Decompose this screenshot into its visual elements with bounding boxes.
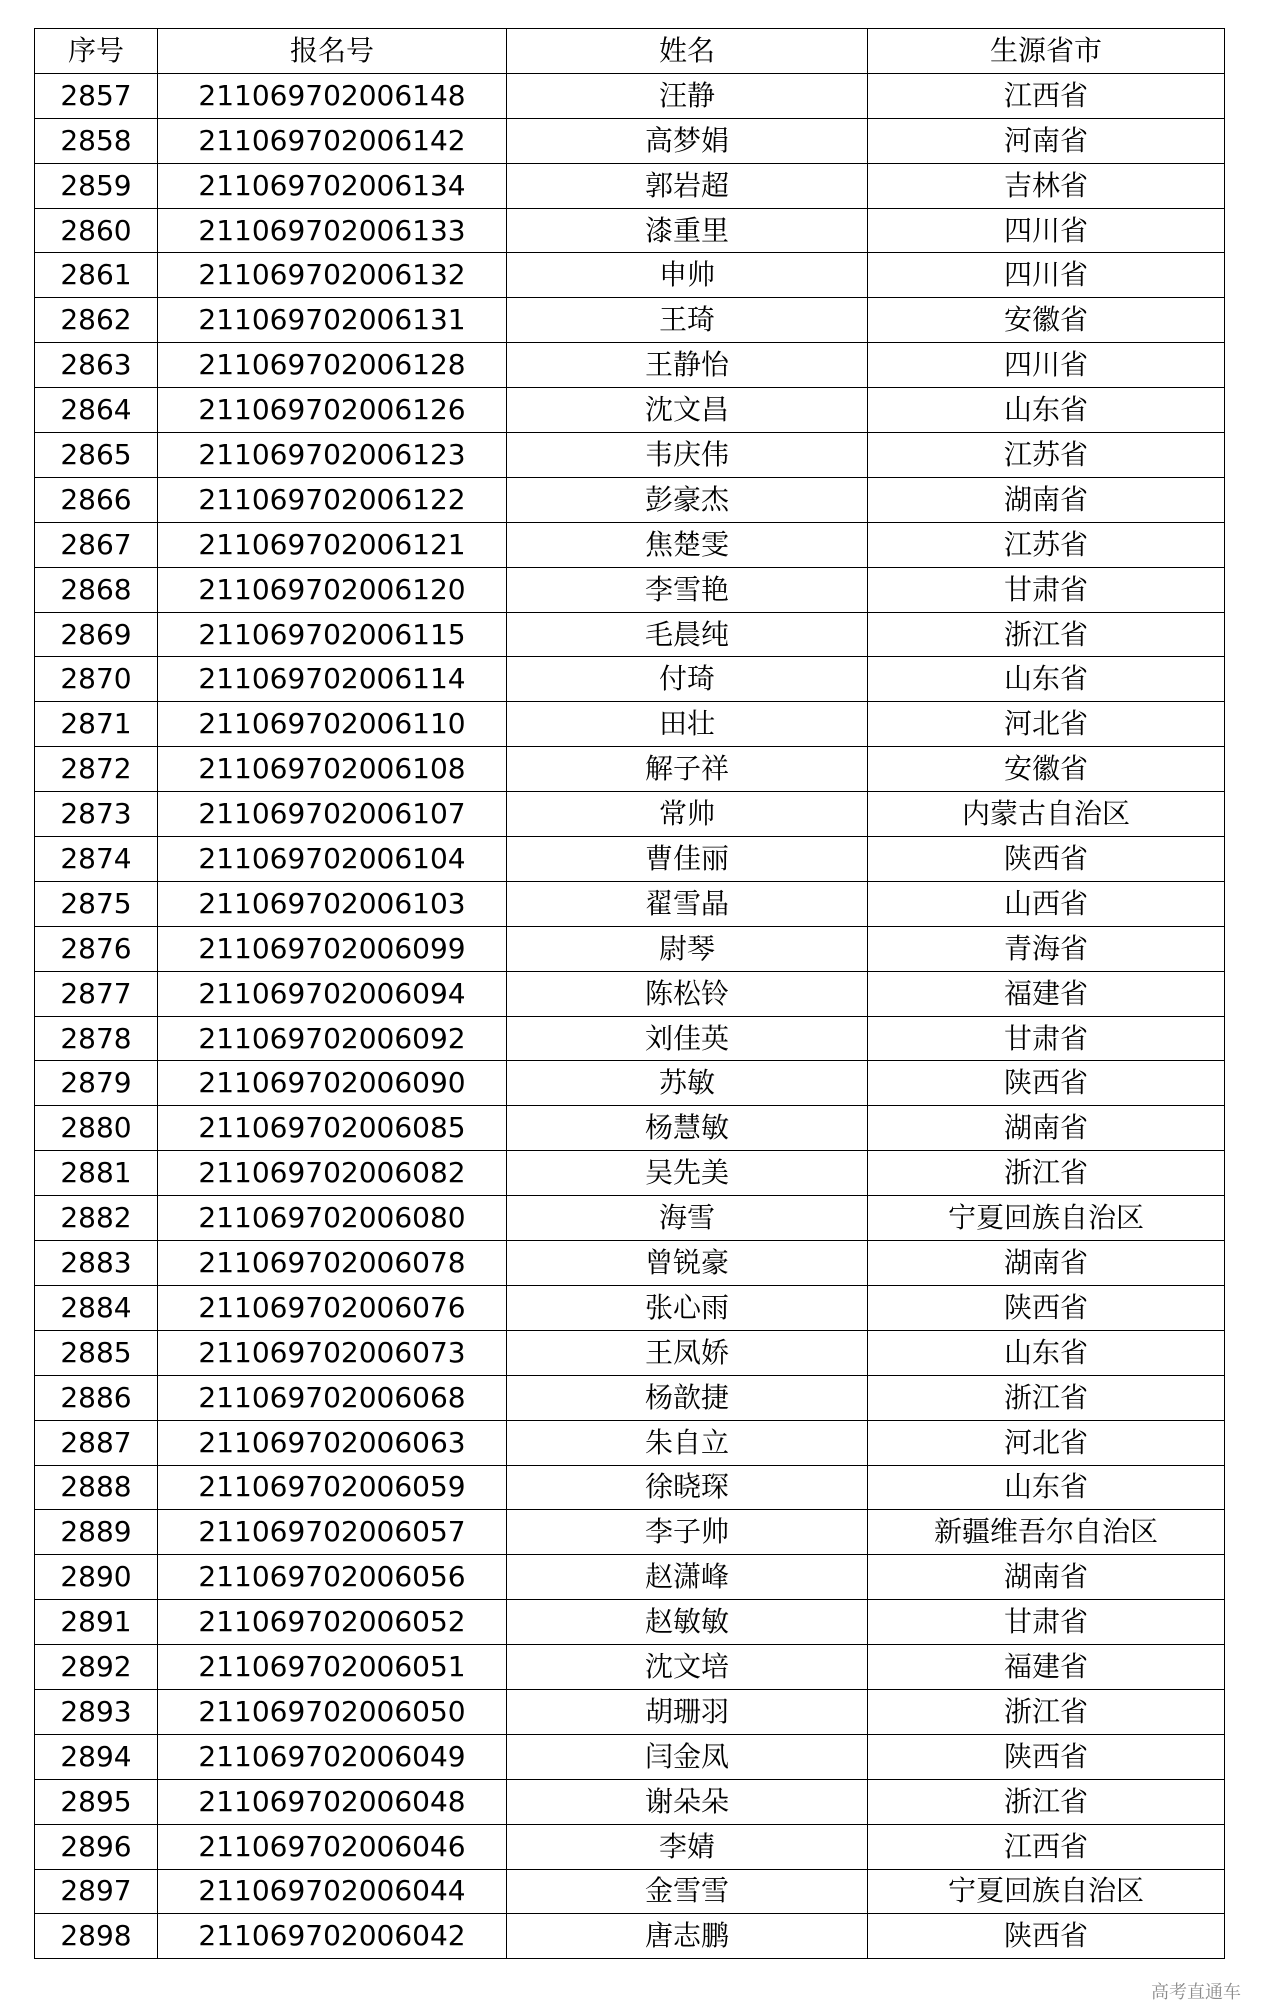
cell-seq: 2881 [35,1151,158,1196]
header-province: 生源省市 [868,29,1225,74]
cell-seq: 2857 [35,73,158,118]
table-row [35,1824,1225,1869]
table-row [35,1241,1225,1286]
table-row [35,1420,1225,1465]
cell-seq: 2864 [35,388,158,433]
table-row [35,881,1225,926]
cell-seq: 2873 [35,792,158,837]
cell-province: 甘肃省 [868,1600,1225,1645]
cell-name: 解子祥 [507,747,868,792]
table-row [35,118,1225,163]
cell-registration-no: 211069702006134 [158,163,507,208]
cell-name: 田壮 [507,702,868,747]
cell-name: 金雪雪 [507,1869,868,1914]
cell-seq: 2860 [35,208,158,253]
cell-seq: 2871 [35,702,158,747]
cell-registration-no: 211069702006044 [158,1869,507,1914]
cell-province: 浙江省 [868,1689,1225,1734]
cell-seq: 2896 [35,1824,158,1869]
cell-seq: 2894 [35,1734,158,1779]
cell-seq: 2870 [35,657,158,702]
table-row [35,1196,1225,1241]
cell-seq: 2869 [35,612,158,657]
cell-registration-no: 211069702006126 [158,388,507,433]
cell-name: 谢朵朵 [507,1779,868,1824]
table-row [35,926,1225,971]
cell-name: 赵敏敏 [507,1600,868,1645]
table-row [35,163,1225,208]
cell-registration-no: 211069702006099 [158,926,507,971]
table-row [35,1285,1225,1330]
cell-seq: 2858 [35,118,158,163]
cell-seq: 2866 [35,477,158,522]
cell-province: 安徽省 [868,298,1225,343]
table-row [35,1779,1225,1824]
cell-registration-no: 211069702006131 [158,298,507,343]
table-body [35,73,1225,1958]
cell-name: 焦楚雯 [507,522,868,567]
cell-registration-no: 211069702006068 [158,1375,507,1420]
admission-list-table [34,28,1225,1959]
cell-seq: 2888 [35,1465,158,1510]
table-row [35,1106,1225,1151]
cell-province: 陕西省 [868,837,1225,882]
cell-registration-no: 211069702006063 [158,1420,507,1465]
table-row [35,477,1225,522]
cell-name: 王琦 [507,298,868,343]
cell-name: 汪静 [507,73,868,118]
cell-province: 吉林省 [868,163,1225,208]
table-header-row [35,29,1225,74]
cell-registration-no: 211069702006142 [158,118,507,163]
cell-registration-no: 211069702006049 [158,1734,507,1779]
cell-name: 赵潇峰 [507,1555,868,1600]
table-row [35,1016,1225,1061]
cell-registration-no: 211069702006107 [158,792,507,837]
table-row [35,657,1225,702]
cell-province: 宁夏回族自治区 [868,1869,1225,1914]
cell-seq: 2889 [35,1510,158,1555]
cell-name: 胡珊羽 [507,1689,868,1734]
cell-registration-no: 211069702006133 [158,208,507,253]
cell-seq: 2861 [35,253,158,298]
cell-name: 李子帅 [507,1510,868,1555]
cell-province: 江西省 [868,1824,1225,1869]
cell-registration-no: 211069702006048 [158,1779,507,1824]
table-row [35,1600,1225,1645]
cell-seq: 2885 [35,1330,158,1375]
watermark-text: 高考直通车 [1151,1982,1241,2003]
table-row [35,747,1225,792]
cell-name: 付琦 [507,657,868,702]
cell-province: 山东省 [868,657,1225,702]
cell-name: 高梦娟 [507,118,868,163]
cell-province: 河南省 [868,118,1225,163]
cell-registration-no: 211069702006123 [158,433,507,478]
cell-name: 彭豪杰 [507,477,868,522]
cell-name: 申帅 [507,253,868,298]
cell-name: 曹佳丽 [507,837,868,882]
cell-registration-no: 211069702006059 [158,1465,507,1510]
cell-province: 青海省 [868,926,1225,971]
table-row [35,388,1225,433]
table-row [35,522,1225,567]
cell-name: 常帅 [507,792,868,837]
cell-registration-no: 211069702006092 [158,1016,507,1061]
table-row [35,1645,1225,1690]
cell-seq: 2878 [35,1016,158,1061]
table-row [35,567,1225,612]
cell-seq: 2890 [35,1555,158,1600]
cell-seq: 2897 [35,1869,158,1914]
cell-province: 浙江省 [868,612,1225,657]
cell-seq: 2874 [35,837,158,882]
cell-seq: 2887 [35,1420,158,1465]
cell-registration-no: 211069702006078 [158,1241,507,1286]
table-row [35,433,1225,478]
cell-registration-no: 211069702006052 [158,1600,507,1645]
cell-seq: 2895 [35,1779,158,1824]
cell-seq: 2879 [35,1061,158,1106]
cell-registration-no: 211069702006132 [158,253,507,298]
cell-seq: 2867 [35,522,158,567]
cell-registration-no: 211069702006046 [158,1824,507,1869]
cell-registration-no: 211069702006108 [158,747,507,792]
cell-name: 王静怡 [507,343,868,388]
cell-name: 朱自立 [507,1420,868,1465]
cell-province: 陕西省 [868,1914,1225,1959]
table-row [35,1869,1225,1914]
header-name: 姓名 [507,29,868,74]
cell-name: 海雪 [507,1196,868,1241]
cell-province: 甘肃省 [868,1016,1225,1061]
cell-name: 苏敏 [507,1061,868,1106]
cell-name: 陈松铃 [507,971,868,1016]
cell-seq: 2876 [35,926,158,971]
cell-registration-no: 211069702006051 [158,1645,507,1690]
table-row [35,837,1225,882]
cell-province: 江苏省 [868,522,1225,567]
cell-name: 闫金凤 [507,1734,868,1779]
cell-seq: 2882 [35,1196,158,1241]
cell-name: 李雪艳 [507,567,868,612]
cell-province: 陕西省 [868,1734,1225,1779]
cell-seq: 2892 [35,1645,158,1690]
cell-seq: 2877 [35,971,158,1016]
cell-name: 张心雨 [507,1285,868,1330]
cell-registration-no: 211069702006056 [158,1555,507,1600]
cell-province: 陕西省 [868,1285,1225,1330]
table-row [35,612,1225,657]
cell-registration-no: 211069702006094 [158,971,507,1016]
cell-name: 毛晨纯 [507,612,868,657]
cell-province: 安徽省 [868,747,1225,792]
cell-name: 翟雪晶 [507,881,868,926]
cell-registration-no: 211069702006057 [158,1510,507,1555]
cell-registration-no: 211069702006121 [158,522,507,567]
cell-province: 甘肃省 [868,567,1225,612]
cell-name: 曾锐豪 [507,1241,868,1286]
cell-name: 唐志鹏 [507,1914,868,1959]
cell-name: 刘佳英 [507,1016,868,1061]
table-row [35,1151,1225,1196]
table-row [35,1689,1225,1734]
table-row [35,971,1225,1016]
cell-seq: 2884 [35,1285,158,1330]
cell-registration-no: 211069702006148 [158,73,507,118]
cell-seq: 2868 [35,567,158,612]
cell-seq: 2862 [35,298,158,343]
cell-province: 新疆维吾尔自治区 [868,1510,1225,1555]
cell-province: 宁夏回族自治区 [868,1196,1225,1241]
cell-registration-no: 211069702006104 [158,837,507,882]
cell-name: 杨歆捷 [507,1375,868,1420]
cell-name: 漆重里 [507,208,868,253]
cell-seq: 2880 [35,1106,158,1151]
table-row [35,1061,1225,1106]
cell-registration-no: 211069702006076 [158,1285,507,1330]
cell-province: 河北省 [868,702,1225,747]
cell-name: 郭岩超 [507,163,868,208]
table-row [35,208,1225,253]
cell-province: 湖南省 [868,1106,1225,1151]
cell-province: 山西省 [868,881,1225,926]
cell-registration-no: 211069702006090 [158,1061,507,1106]
table-row [35,1555,1225,1600]
cell-province: 浙江省 [868,1151,1225,1196]
cell-province: 河北省 [868,1420,1225,1465]
cell-province: 四川省 [868,343,1225,388]
cell-name: 尉琴 [507,926,868,971]
cell-registration-no: 211069702006128 [158,343,507,388]
cell-province: 山东省 [868,1465,1225,1510]
cell-province: 福建省 [868,971,1225,1016]
header-registration-no: 报名号 [158,29,507,74]
cell-registration-no: 211069702006114 [158,657,507,702]
cell-province: 陕西省 [868,1061,1225,1106]
cell-seq: 2875 [35,881,158,926]
cell-province: 湖南省 [868,1241,1225,1286]
cell-province: 湖南省 [868,477,1225,522]
cell-seq: 2891 [35,1600,158,1645]
cell-seq: 2865 [35,433,158,478]
table-row [35,1914,1225,1959]
table-row [35,298,1225,343]
cell-registration-no: 211069702006110 [158,702,507,747]
cell-name: 吴先美 [507,1151,868,1196]
cell-seq: 2859 [35,163,158,208]
cell-seq: 2872 [35,747,158,792]
cell-province: 山东省 [868,1330,1225,1375]
cell-province: 四川省 [868,253,1225,298]
cell-seq: 2893 [35,1689,158,1734]
table-row [35,1510,1225,1555]
cell-seq: 2863 [35,343,158,388]
cell-registration-no: 211069702006042 [158,1914,507,1959]
cell-province: 江西省 [868,73,1225,118]
cell-registration-no: 211069702006082 [158,1151,507,1196]
cell-registration-no: 211069702006103 [158,881,507,926]
cell-province: 浙江省 [868,1375,1225,1420]
cell-registration-no: 211069702006080 [158,1196,507,1241]
cell-registration-no: 211069702006120 [158,567,507,612]
cell-registration-no: 211069702006085 [158,1106,507,1151]
cell-province: 内蒙古自治区 [868,792,1225,837]
header-seq: 序号 [35,29,158,74]
cell-name: 徐晓琛 [507,1465,868,1510]
cell-province: 湖南省 [868,1555,1225,1600]
table-row [35,792,1225,837]
table-row [35,253,1225,298]
table-row [35,1734,1225,1779]
cell-name: 沈文昌 [507,388,868,433]
cell-registration-no: 211069702006122 [158,477,507,522]
cell-name: 沈文培 [507,1645,868,1690]
cell-province: 山东省 [868,388,1225,433]
cell-name: 李婧 [507,1824,868,1869]
cell-name: 韦庆伟 [507,433,868,478]
cell-name: 杨慧敏 [507,1106,868,1151]
cell-registration-no: 211069702006115 [158,612,507,657]
table-row [35,73,1225,118]
table-row [35,343,1225,388]
cell-province: 江苏省 [868,433,1225,478]
cell-seq: 2898 [35,1914,158,1959]
cell-registration-no: 211069702006073 [158,1330,507,1375]
table-row [35,702,1225,747]
cell-seq: 2886 [35,1375,158,1420]
cell-province: 福建省 [868,1645,1225,1690]
cell-province: 四川省 [868,208,1225,253]
cell-name: 王凤娇 [507,1330,868,1375]
cell-province: 浙江省 [868,1779,1225,1824]
table-row [35,1330,1225,1375]
table-row [35,1375,1225,1420]
table-row [35,1465,1225,1510]
cell-seq: 2883 [35,1241,158,1286]
cell-registration-no: 211069702006050 [158,1689,507,1734]
